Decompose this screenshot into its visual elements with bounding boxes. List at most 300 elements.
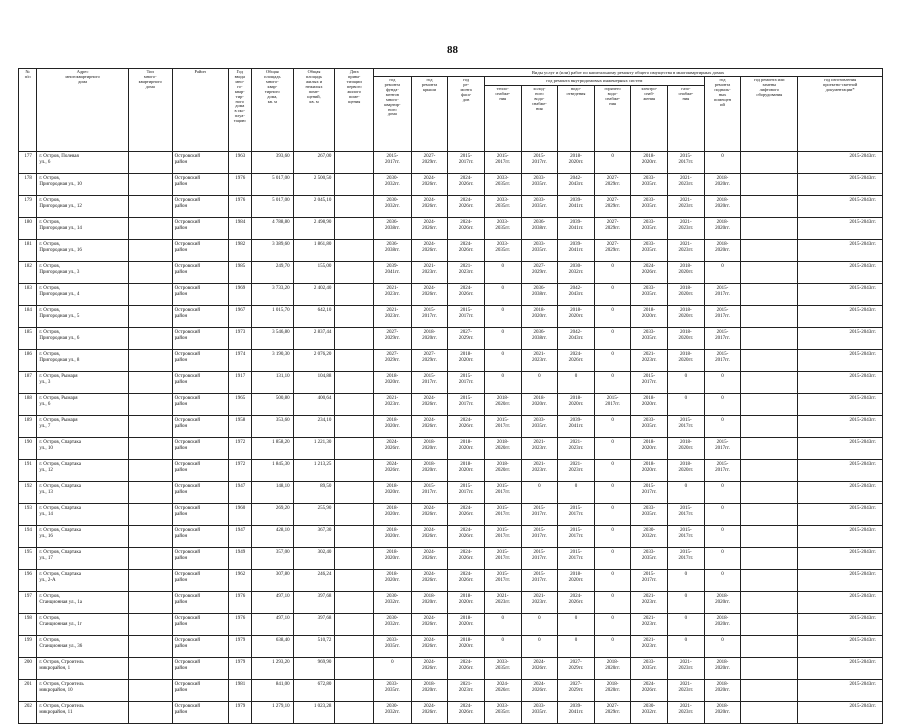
row-privatization-date: [335, 394, 374, 416]
row-address-text: г. Остров, Строитель микрорайон, 10: [39, 682, 84, 693]
row-year: [228, 196, 251, 218]
row-work-year-text: 2018- 2020гг.: [384, 418, 400, 429]
row-work-year-text: 0: [501, 374, 504, 379]
header-total-area: Общая площадь много- квар- тирного дома, кв. м: [251, 69, 293, 152]
row-work-year: [484, 262, 521, 284]
row-district: [172, 262, 228, 284]
row-address: [37, 152, 129, 174]
row-work-year: [631, 482, 668, 504]
row-total-area: [251, 350, 293, 372]
row-work-year-text: 0: [721, 264, 724, 269]
row-work-year-text: 2039- 2041гг.: [568, 198, 584, 209]
row-work-year-text: 2021- 2023гг.: [678, 198, 694, 209]
row-work-year-text: 0: [611, 374, 614, 379]
row-work-year-text: 2024- 2026гг.: [458, 286, 474, 297]
header-work-sewerage: водо- отведения: [558, 86, 595, 152]
row-work-year: [704, 438, 741, 460]
row-work-year: [374, 548, 412, 570]
row-work-year: [704, 218, 741, 240]
row-work-year-text: 2024- 2026гг.: [458, 220, 474, 231]
table-row: [19, 570, 883, 592]
table-row: [19, 548, 883, 570]
row-living-area: [293, 152, 335, 174]
row-number-text: 194: [24, 528, 32, 533]
row-work-year-text: 2018- 2020гг.: [495, 440, 511, 451]
row-total-area-text: 3 733,20: [272, 286, 290, 291]
row-work-year-text: 0: [684, 572, 688, 577]
row-work-year-text: 2042- 2043гг.: [568, 330, 584, 341]
row-district-text: Островский район: [174, 154, 201, 165]
row-work-year-text: 2039- 2041гг.: [384, 264, 400, 275]
row-living-area: [293, 394, 335, 416]
row-work-year: [448, 218, 485, 240]
row-work-year-text: 2024- 2026гг.: [458, 572, 474, 583]
row-work-year-text: 2015- 2017гг.: [495, 506, 511, 517]
row-lift-text: [741, 460, 797, 462]
row-work-year: [594, 504, 631, 526]
row-number-text: 181: [24, 242, 32, 247]
row-work-year-text: 2036- 2038гг.: [384, 220, 400, 231]
row-work-year: [558, 284, 595, 306]
row-district: [172, 460, 228, 482]
row-work-year-text: 2030- 2032гг.: [568, 264, 584, 275]
row-work-year-text: 0: [501, 616, 504, 621]
row-work-year-text: 2027- 2029гг.: [605, 242, 620, 253]
row-work-year-text: 2021- 2023гг.: [568, 462, 584, 473]
row-work-year: [484, 658, 521, 680]
row-lift-text: [741, 152, 797, 154]
row-work-year: [411, 526, 448, 548]
row-work-year: [594, 196, 631, 218]
row-number-text: 192: [24, 484, 32, 489]
row-project-docs: [798, 350, 883, 372]
row-work-year: [448, 438, 485, 460]
row-work-year-text: 0: [721, 484, 724, 489]
row-work-year-text: 2018- 2020гг.: [384, 374, 400, 385]
row-work-year: [448, 350, 485, 372]
row-work-year-text: 2027- 2029гг.: [384, 352, 400, 363]
row-district-text: Островский район: [174, 550, 201, 561]
row-work-year-text: 0: [611, 418, 614, 423]
row-work-year: [594, 636, 631, 658]
row-work-year-text: 2015- 2017гг.: [495, 154, 511, 165]
row-work-year: [704, 284, 741, 306]
row-district-text: Островский район: [174, 418, 201, 429]
row-total-area: [251, 636, 293, 658]
row-project-docs-text: 2015-2043гг.: [849, 418, 876, 423]
row-work-year: [704, 328, 741, 350]
row-address-text: г. Остров, Спартака ул., 16: [39, 528, 81, 539]
row-lift-text: [741, 284, 797, 286]
row-lift-text: [741, 438, 797, 440]
row-work-year: [521, 504, 558, 526]
row-year: [228, 614, 251, 636]
row-privatization-date: [335, 438, 374, 460]
row-work-year-text: 0: [501, 264, 504, 269]
row-total-area-text: 148,10: [275, 484, 290, 489]
row-living-area-text: 267,00: [317, 154, 332, 159]
row-address-text: г. Остров, Пригородная ул., 12: [39, 198, 82, 209]
row-work-year-text: 2015- 2017гг.: [568, 506, 584, 517]
row-work-year-text: 2024- 2026гг.: [458, 550, 474, 561]
row-lift: [741, 438, 798, 460]
row-work-year-text: 2027- 2029гг.: [568, 660, 584, 671]
row-district: [172, 174, 228, 196]
row-total-area: [251, 614, 293, 636]
row-work-year-text: 2018- 2020гг.: [531, 308, 547, 319]
row-work-year-text: 2015- 2017гг.: [715, 462, 730, 473]
row-work-year: [668, 394, 705, 416]
row-total-area: [251, 526, 293, 548]
row-project-docs: [798, 394, 883, 416]
row-work-year-text: 2036- 2038гг.: [384, 242, 400, 253]
row-number: [19, 218, 37, 240]
row-work-year: [484, 416, 521, 438]
table-row: [19, 196, 883, 218]
row-work-year: [411, 262, 448, 284]
row-work-year: [594, 152, 631, 174]
row-work-year-text: 0: [611, 484, 614, 489]
row-project-docs-text: 2015-2043гг.: [849, 396, 876, 401]
row-work-year-text: 2015- 2017гг.: [531, 550, 547, 561]
row-work-year-text: 2018- 2020гг.: [384, 550, 400, 561]
row-project-docs-text: 2015-2043гг.: [849, 462, 876, 467]
row-work-year-text: 2030- 2032гг.: [641, 704, 657, 715]
row-work-year-text: 0: [501, 638, 504, 643]
row-district-text: Островский район: [174, 198, 201, 209]
row-district: [172, 394, 228, 416]
row-work-year: [448, 306, 485, 328]
row-work-year-text: 2015- 2017гг.: [422, 308, 437, 319]
row-work-year: [521, 372, 558, 394]
row-district: [172, 416, 228, 438]
row-work-year-text: 2024- 2026гг.: [458, 198, 474, 209]
row-work-year-text: 2015- 2017гг.: [458, 396, 474, 407]
row-district-text: Островский район: [174, 572, 201, 583]
row-work-year-text: 0: [684, 374, 688, 379]
row-work-year-text: 2033- 2035гг.: [495, 176, 511, 187]
row-work-year: [668, 328, 705, 350]
row-project-docs: [798, 504, 883, 526]
row-work-year-text: 0: [611, 264, 614, 269]
row-privatization-date: [335, 328, 374, 350]
row-year-text: 1949: [235, 550, 246, 555]
row-work-year-text: 2015- 2017гг.: [531, 572, 547, 583]
row-work-year: [558, 636, 595, 658]
row-work-year-text: 2027- 2029гг.: [422, 352, 437, 363]
row-house-type: [128, 416, 172, 438]
row-work-year-text: 2033- 2035гг.: [531, 704, 547, 715]
row-work-year-text: 0: [611, 572, 614, 577]
row-work-year-text: 2015- 2017гг.: [495, 550, 511, 561]
row-work-year-text: 2024- 2026гг.: [422, 198, 437, 209]
row-work-year-text: 2024- 2026гг.: [458, 528, 474, 539]
row-year-text: 1962: [235, 572, 246, 577]
row-work-year: [374, 350, 412, 372]
row-work-year-text: 2033- 2035гг.: [495, 242, 511, 253]
row-year-text: 1967: [235, 308, 246, 313]
row-number-text: 187: [24, 374, 32, 379]
row-number-text: 197: [24, 594, 32, 599]
row-work-year: [374, 526, 412, 548]
row-work-year-text: 0: [611, 528, 614, 533]
row-living-area: [293, 592, 335, 614]
row-lift: [741, 152, 798, 174]
row-work-year: [558, 526, 595, 548]
row-address-text: г. Остров, Спартака ул., 13: [39, 484, 81, 495]
row-work-year-text: 2018- 2020гг.: [715, 594, 730, 605]
row-work-year: [484, 526, 521, 548]
header-number: № п/п: [19, 69, 37, 152]
row-work-year: [411, 284, 448, 306]
row-work-year-text: 2042- 2043гг.: [568, 286, 584, 297]
row-address: [37, 702, 129, 724]
row-work-year-text: 2033- 2035гг.: [531, 198, 547, 209]
row-lift: [741, 218, 798, 240]
row-lift-text: [741, 636, 797, 638]
row-work-year: [558, 570, 595, 592]
row-total-area: [251, 262, 293, 284]
row-project-docs: [798, 218, 883, 240]
row-work-year-text: 0: [611, 286, 614, 291]
row-district-text: Островский район: [174, 374, 201, 385]
row-work-year: [411, 394, 448, 416]
row-work-year: [521, 680, 558, 702]
row-year-text: 1972: [235, 462, 246, 467]
row-lift-text: [741, 658, 797, 660]
header-work-lift: год ремонта или замены лифтового оборудования: [741, 77, 798, 152]
row-work-year: [631, 460, 668, 482]
row-project-docs: [798, 438, 883, 460]
row-work-year-text: 2024- 2026гг.: [495, 682, 511, 693]
row-work-year: [374, 284, 412, 306]
row-work-year-text: 2039- 2041гг.: [568, 418, 584, 429]
row-living-area-text: 1 213,25: [313, 462, 332, 467]
row-lift-text: [741, 306, 797, 308]
table-row: [19, 416, 883, 438]
row-work-year: [668, 658, 705, 680]
row-work-year-text: 2033- 2035гг.: [641, 286, 657, 297]
row-work-year-text: 2033- 2035гг.: [531, 176, 547, 187]
row-work-year: [374, 218, 412, 240]
row-work-year: [374, 174, 412, 196]
row-work-year-text: 0: [721, 396, 724, 401]
row-work-year: [631, 284, 668, 306]
row-district-text: Островский район: [174, 638, 201, 649]
row-address: [37, 416, 129, 438]
row-work-year: [668, 196, 705, 218]
row-project-docs: [798, 482, 883, 504]
row-work-year: [521, 460, 558, 482]
row-project-docs-text: 2015-2043гг.: [849, 440, 876, 445]
row-work-year: [704, 702, 741, 724]
row-work-year: [704, 196, 741, 218]
row-living-area-text: 397,68: [317, 616, 332, 621]
row-year: [228, 482, 251, 504]
table-row: [19, 592, 883, 614]
row-work-year-text: 2018- 2020гг.: [422, 594, 437, 605]
row-lift: [741, 570, 798, 592]
table-row: [19, 526, 883, 548]
row-work-year: [668, 306, 705, 328]
row-work-year-text: 2018- 2020гг.: [422, 440, 437, 451]
row-total-area-text: 1 858,20: [272, 440, 290, 445]
row-number: [19, 680, 37, 702]
row-total-area-text: 249,70: [275, 264, 290, 269]
row-address-text: г. Остров, Пригородная ул., 6: [39, 330, 80, 341]
row-project-docs: [798, 416, 883, 438]
row-district: [172, 152, 228, 174]
row-living-area-text: 1 221,30: [313, 440, 332, 445]
row-work-year: [484, 614, 521, 636]
row-project-docs-text: 2015-2043гг.: [849, 308, 876, 313]
row-living-area: [293, 350, 335, 372]
row-work-year: [668, 350, 705, 372]
header-works-group: Виды услуг и (или) работ по капитальному ремонту общего имущества в многоквартирных домах: [374, 69, 883, 77]
row-address: [37, 658, 129, 680]
row-total-area-text: 3 546,80: [272, 330, 290, 335]
row-number: [19, 526, 37, 548]
row-house-type: [128, 218, 172, 240]
row-lift-text: [741, 218, 797, 220]
row-year-text: 1981: [235, 682, 246, 687]
row-work-year: [411, 504, 448, 526]
row-work-year-text: 2015- 2017гг.: [678, 506, 694, 517]
row-total-area-text: 393,60: [275, 154, 290, 159]
row-work-year-text: 2021- 2023гг.: [531, 462, 547, 473]
row-lift: [741, 504, 798, 526]
row-district: [172, 350, 228, 372]
row-lift: [741, 658, 798, 680]
row-work-year: [558, 482, 595, 504]
row-work-year-text: 2030- 2032гг.: [384, 176, 400, 187]
row-work-year-text: 2018- 2020гг.: [568, 154, 584, 165]
row-work-year: [374, 306, 412, 328]
row-living-area-text: 367,30: [317, 528, 332, 533]
row-address-text: г. Остров, Пригородная ул., 5: [39, 308, 80, 319]
row-project-docs-text: 2015-2043гг.: [849, 594, 876, 599]
row-year-text: 1979: [235, 660, 246, 665]
row-address-text: г. Остров, Спартака ул., 17: [39, 550, 81, 561]
row-work-year-text: 2024- 2026гг.: [641, 264, 657, 275]
row-lift: [741, 614, 798, 636]
row-district-text: Островский район: [174, 264, 201, 275]
row-district-text: Островский район: [174, 242, 201, 253]
row-work-year-text: 2021- 2023гг.: [678, 242, 694, 253]
row-work-year-text: 2024- 2026гг.: [458, 242, 474, 253]
row-project-docs-text: 2015-2043гг.: [849, 264, 876, 269]
row-work-year: [374, 328, 412, 350]
row-work-year: [631, 526, 668, 548]
row-work-year: [411, 152, 448, 174]
row-work-year-text: 2021- 2023гг.: [458, 264, 474, 275]
row-address-text: г. Остров, Пригородная ул., 3: [39, 264, 80, 275]
header-house-type: Тип много- квартирного дома: [128, 69, 172, 152]
row-work-year: [374, 680, 412, 702]
row-work-year: [631, 350, 668, 372]
row-district-text: Островский район: [174, 506, 201, 517]
row-project-docs-text: 2015-2043гг.: [849, 550, 876, 555]
row-work-year-text: 2024- 2026гг.: [422, 220, 437, 231]
row-total-area-text: 1 279,10: [272, 704, 290, 709]
row-total-area: [251, 570, 293, 592]
header-year: Год ввода мно- го- квар- тир- ного дома в экс- плуа- тацию: [228, 69, 251, 152]
row-living-area: [293, 240, 335, 262]
row-work-year: [448, 372, 485, 394]
row-work-year-text: 2015- 2017гг.: [641, 484, 657, 495]
table-row: [19, 614, 883, 636]
row-total-area-text: 500,80: [275, 396, 290, 401]
table-row: [19, 174, 883, 196]
row-living-area-text: 2 402,40: [313, 286, 332, 291]
row-work-year: [484, 394, 521, 416]
row-work-year: [704, 614, 741, 636]
row-work-year-text: 2033- 2035гг.: [495, 220, 511, 231]
row-year: [228, 218, 251, 240]
row-work-year-text: 2021- 2023гг.: [678, 176, 694, 187]
row-lift: [741, 416, 798, 438]
row-living-area: [293, 262, 335, 284]
row-district-text: Островский район: [174, 440, 201, 451]
row-total-area: [251, 372, 293, 394]
row-work-year-text: 0: [611, 462, 614, 467]
row-work-year-text: 0: [574, 616, 578, 621]
row-house-type: [128, 460, 172, 482]
row-project-docs-text: 2015-2043гг.: [849, 616, 876, 621]
row-work-year-text: 2024- 2026гг.: [422, 242, 437, 253]
row-work-year: [631, 614, 668, 636]
page-number: 88: [447, 44, 458, 56]
row-number-text: 183: [24, 286, 32, 291]
row-work-year: [521, 350, 558, 372]
row-work-year-text: 2015- 2017гг.: [458, 484, 474, 495]
row-work-year-text: 2018- 2020гг.: [422, 462, 437, 473]
row-living-area: [293, 680, 335, 702]
row-privatization-date: [335, 548, 374, 570]
row-work-year-text: 2024- 2026гг.: [568, 352, 584, 363]
row-work-year-text: 2036- 2038гг.: [531, 330, 547, 341]
row-work-year: [484, 438, 521, 460]
row-district: [172, 372, 228, 394]
row-address-text: г. Остров, Станционная ул., 1г: [39, 616, 82, 627]
row-district: [172, 658, 228, 680]
row-work-year-text: 2024- 2026гг.: [458, 506, 474, 517]
row-work-year: [448, 174, 485, 196]
row-work-year-text: 2018- 2020гг.: [715, 682, 730, 693]
row-work-year-text: 2033- 2035гг.: [641, 506, 657, 517]
row-work-year: [594, 306, 631, 328]
row-work-year: [704, 592, 741, 614]
row-total-area: [251, 702, 293, 724]
row-year: [228, 328, 251, 350]
row-work-year-text: 2021- 2023гг.: [531, 352, 547, 363]
row-work-year: [594, 526, 631, 548]
row-work-year: [558, 504, 595, 526]
header-work-foundation: год ремонта фунда- ментов много- квартир- ного дома: [374, 77, 412, 152]
row-project-docs-text: 2015-2043гг.: [849, 484, 876, 489]
row-living-area-text: 969,90: [317, 660, 332, 665]
row-work-year-text: 2027- 2029гг.: [384, 330, 400, 341]
row-work-year: [704, 394, 741, 416]
row-living-area: [293, 614, 335, 636]
row-work-year-text: 2018- 2020гг.: [495, 462, 511, 473]
row-work-year-text: 2015- 2017гг.: [495, 528, 511, 539]
row-lift: [741, 350, 798, 372]
table-row: [19, 680, 883, 702]
row-address-text: г. Остров, Рымаря ул., 6: [39, 396, 78, 407]
row-work-year-text: 0: [684, 594, 688, 599]
row-work-year-text: 2018- 2020гг.: [422, 682, 437, 693]
